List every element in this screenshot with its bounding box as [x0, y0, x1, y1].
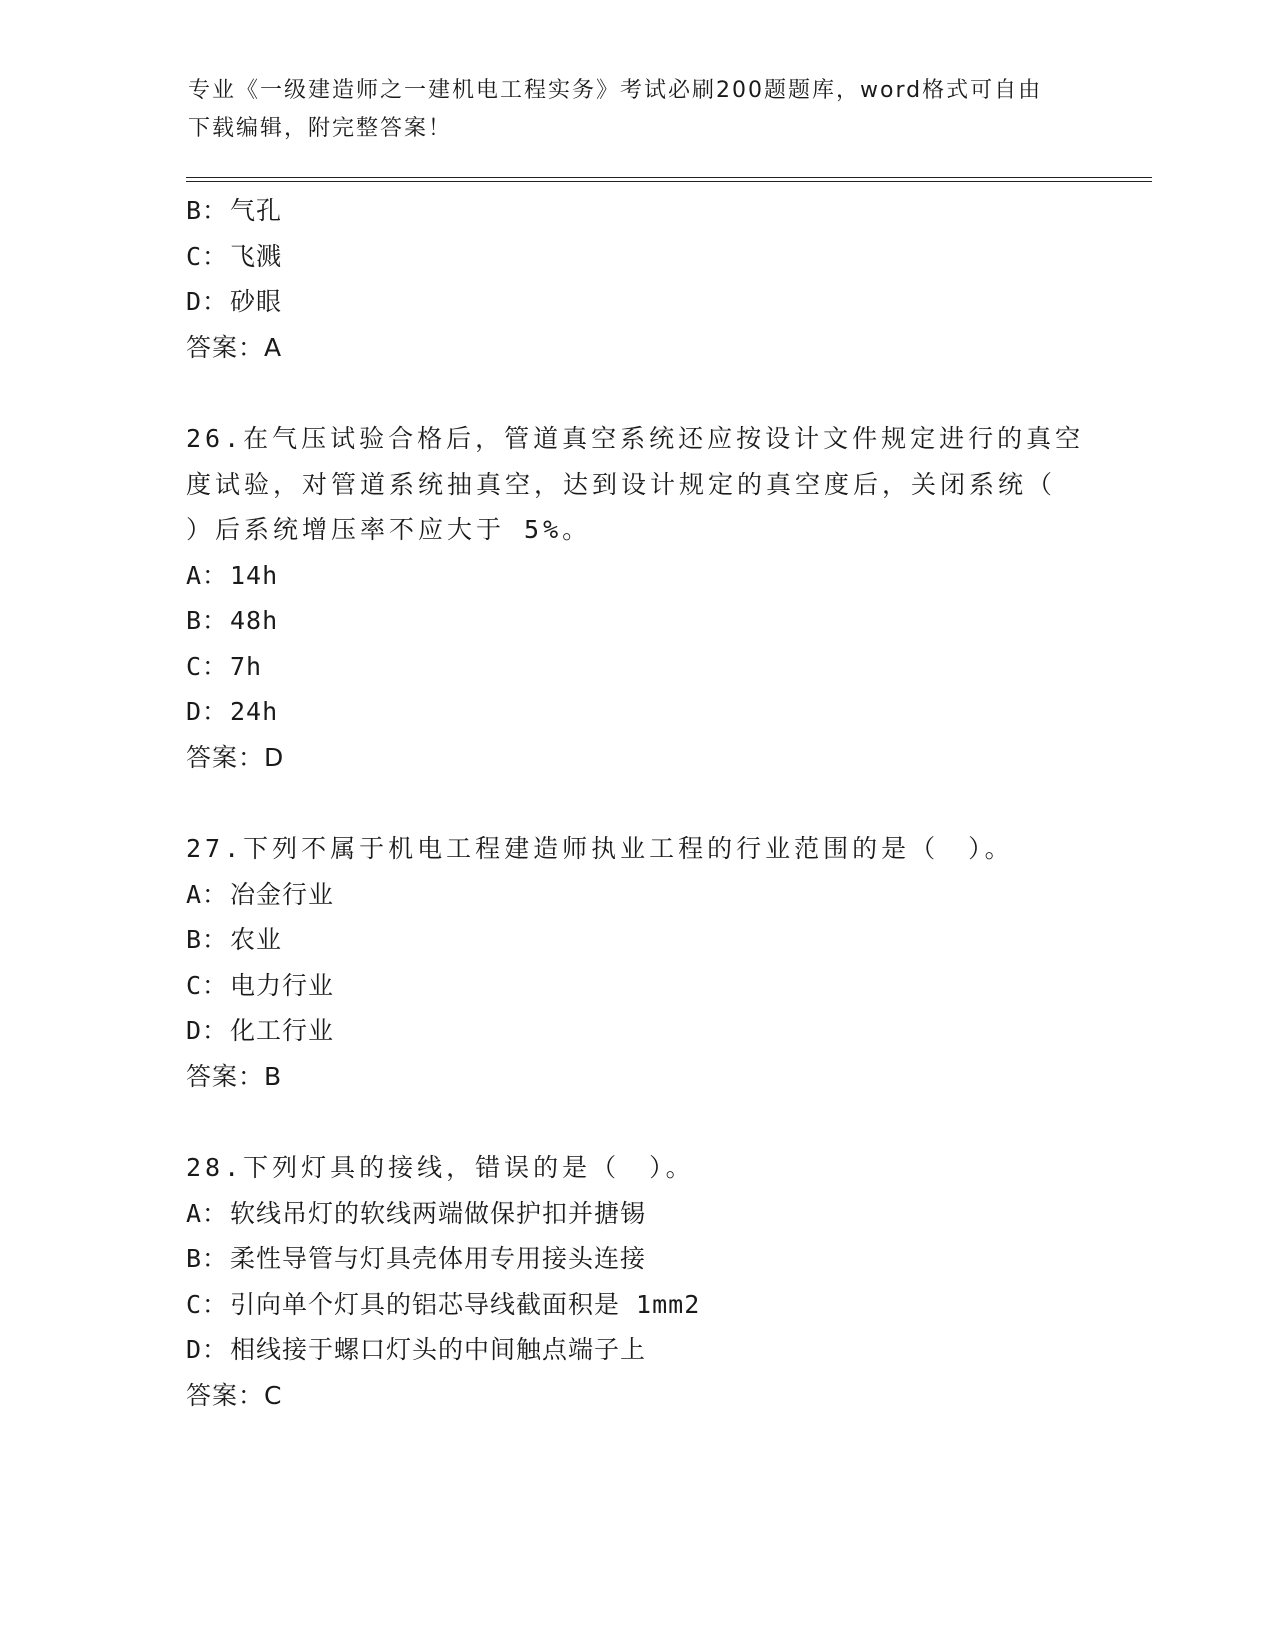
question-text: [186, 416, 1146, 553]
question-line: 度试验，对管道系统抽真空，达到设计规定的真空度后，关闭系统（: [186, 469, 1057, 499]
option-d: [186, 689, 1146, 735]
option-c: [186, 1282, 1146, 1328]
header-line-2: 下载编辑，附完整答案！: [188, 116, 453, 141]
option-d: [186, 279, 1146, 325]
option-text: 柔性导管与灯具壳体用专用接头连接: [230, 1244, 647, 1273]
answer-line: 答案：D: [186, 742, 285, 772]
option-letter: B：: [186, 925, 229, 954]
question-block-28: [186, 1145, 1146, 1418]
option-b: [186, 1236, 1146, 1282]
option-text: 农业: [230, 925, 283, 954]
option-letter: B：: [186, 196, 229, 225]
option-letter: C：: [186, 970, 229, 1000]
option-text: 电力行业: [230, 970, 335, 1000]
option-letter: D：: [186, 697, 229, 726]
question-line: 28.下列灯具的接线，错误的是（ ）。: [186, 1153, 695, 1182]
question-text: [186, 1145, 1146, 1191]
question-block-26: [186, 416, 1146, 780]
option-letter: C：: [186, 651, 229, 681]
option-text: 化工行业: [230, 1016, 335, 1045]
option-text: 48h: [230, 606, 279, 635]
option-text: 气孔: [230, 196, 283, 225]
option-letter: A：: [186, 1198, 229, 1228]
option-letter: A：: [186, 879, 229, 909]
question-block-25: [186, 188, 1146, 370]
option-text: 相线接于螺口灯头的中间触点端子上: [230, 1335, 647, 1364]
option-text: 24h: [230, 697, 279, 726]
answer-line: 答案：A: [186, 332, 283, 362]
option-letter: B：: [186, 606, 229, 635]
header-divider-top: [186, 177, 1152, 178]
answer-line: 答案：C: [186, 1380, 283, 1410]
option-b: [186, 598, 1146, 644]
question-line: ）后系统增压率不应大于 5%。: [186, 515, 592, 544]
option-c: [186, 234, 1146, 280]
option-letter: D：: [186, 1016, 229, 1045]
option-text: 引向单个灯具的铝芯导线截面积是 1mm2: [230, 1289, 701, 1319]
option-b: [186, 188, 1146, 234]
document-header: [188, 72, 1088, 148]
option-c: [186, 644, 1146, 690]
option-letter: C：: [186, 241, 229, 271]
option-text: 冶金行业: [230, 879, 335, 909]
option-a: [186, 872, 1146, 918]
option-letter: D：: [186, 287, 229, 316]
option-c: [186, 963, 1146, 1009]
option-letter: B：: [186, 1244, 229, 1273]
question-list: [186, 188, 1146, 1418]
option-letter: A：: [186, 560, 229, 590]
question-line: 27.下列不属于机电工程建造师执业工程的行业范围的是（ ）。: [186, 834, 1014, 863]
option-b: [186, 917, 1146, 963]
option-letter: C：: [186, 1289, 229, 1319]
option-a: [186, 553, 1146, 599]
option-d: [186, 1008, 1146, 1054]
option-text: 软线吊灯的软线两端做保护扣并搪锡: [230, 1198, 647, 1228]
option-letter: D：: [186, 1335, 229, 1364]
question-block-27: [186, 826, 1146, 1099]
option-text: 砂眼: [230, 287, 283, 316]
option-text: 14h: [230, 560, 279, 590]
option-text: 7h: [230, 651, 263, 681]
question-line: 26.在气压试验合格后，管道真空系统还应按设计文件规定进行的真空: [186, 424, 1085, 453]
option-text: 飞溅: [230, 241, 283, 271]
header-line-1: 专业《一级建造师之一建机电工程实务》考试必刷200题题库，word格式可自由: [188, 78, 1043, 103]
question-text: [186, 826, 1146, 872]
option-a: [186, 1191, 1146, 1237]
header-divider-bottom: [186, 181, 1152, 182]
option-d: [186, 1327, 1146, 1373]
answer-line: 答案：B: [186, 1061, 283, 1091]
